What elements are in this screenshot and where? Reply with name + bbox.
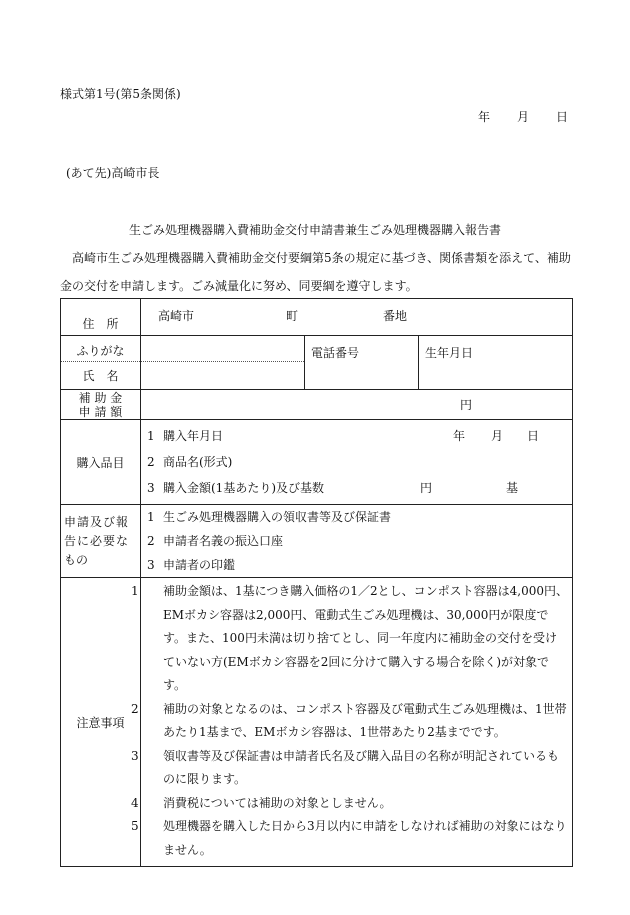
items-row	[61, 420, 573, 505]
purchase-year-label: 年	[453, 429, 466, 443]
required-doc-item	[141, 505, 572, 529]
phone-field[interactable]	[305, 336, 419, 390]
phone-label: 電話番号	[311, 346, 360, 360]
furigana-field[interactable]	[141, 336, 305, 362]
item-number: 3	[131, 748, 139, 763]
item-number: 1	[147, 429, 155, 443]
item-number: 2	[131, 701, 139, 716]
note-text: 領収書等及び保証書は申請者氏名及び購入品目の名称が明記されているものに限ります。	[163, 748, 560, 786]
item-number: 5	[131, 819, 139, 833]
required-doc-item	[141, 529, 572, 553]
item-number: 3	[147, 481, 155, 495]
subsidy-label-line1: 補 助 金	[78, 390, 123, 405]
purchase-amount-line	[141, 475, 572, 501]
subsidy-label	[61, 390, 141, 420]
notes-field	[131, 578, 573, 867]
required-docs-label-line3: もの	[64, 552, 89, 567]
date-year-label: 年	[478, 110, 491, 124]
address-field[interactable]	[141, 299, 573, 336]
subsidy-label-line2: 申 請 額	[78, 404, 123, 419]
form-number: 様式第1号(第5条関係)	[60, 87, 181, 101]
subsidy-amount-field[interactable]	[141, 390, 573, 420]
note-text: 消費税については補助の対象としません。	[163, 795, 392, 810]
purchase-amount-label: 購入金額(1基あたり)及び基数	[163, 481, 324, 495]
item-number: 1	[147, 510, 155, 524]
purchase-yen-unit: 円	[420, 481, 433, 495]
address-banchi: 番地	[383, 309, 408, 323]
document-title: 生ごみ処理機器購入費補助金交付申請書兼生ごみ処理機器購入報告書	[128, 223, 501, 237]
birthdate-label: 生年月日	[425, 346, 474, 360]
required-docs-label	[61, 505, 141, 578]
application-form-table	[60, 298, 573, 867]
item-number: 4	[131, 795, 139, 810]
note-item	[131, 792, 572, 816]
note-item	[131, 745, 572, 792]
birthdate-field[interactable]	[419, 336, 573, 390]
required-doc-text: 生ごみ処理機器購入の領収書等及び保証書	[163, 510, 392, 524]
required-doc-text: 申請者の印鑑	[163, 558, 236, 572]
item-number: 1	[131, 584, 139, 598]
items-field[interactable]	[141, 420, 573, 505]
furigana-row	[61, 336, 573, 362]
required-docs-row	[61, 505, 573, 578]
address-town: 町	[286, 309, 299, 323]
items-label: 購入品目	[61, 420, 141, 505]
date-day-label: 日	[556, 110, 569, 124]
required-doc-text: 申請者名義の振込口座	[163, 534, 284, 548]
purchase-units-label: 基	[506, 481, 519, 495]
item-number: 3	[147, 558, 155, 572]
required-doc-item	[141, 553, 572, 577]
note-text: 処理機器を購入した日から3月以内に申請をしなければ補助の対象にはなりません。	[163, 819, 567, 857]
furigana-label: ふりがな	[61, 336, 141, 362]
item-number: 2	[147, 455, 155, 469]
name-label: 氏 名	[61, 362, 141, 390]
note-item	[131, 580, 572, 698]
required-docs-label-line1: 申請及び報	[64, 514, 130, 529]
required-docs-label-line2: 告に必要な	[64, 533, 130, 548]
name-field[interactable]	[141, 362, 305, 390]
intro-paragraph: 高崎市生ごみ処理機器購入費補助金交付要綱第5条の規定に基づき、関係書類を添えて、補助金の交付を申請します。ごみ減量化に努め、同要綱を遵守します。	[60, 251, 571, 293]
address-label: 住 所	[61, 299, 141, 336]
note-text: 補助金額は、1基につき購入価格の1／2とし、コンポスト容器は4,000円、EMボカシ容器は2,000円、電動式生ごみ処理機は、30,000円が限度です。また、100円未満は切り捨てとし、同一年度内に補助金の交付を受けていない方(EMボカシ容器を2回に分けて購入する場合を除く)が対象です。	[163, 584, 569, 692]
product-name-label: 商品名(形式)	[163, 455, 233, 469]
product-name-line	[141, 449, 572, 475]
purchase-date-label: 購入年月日	[163, 429, 224, 443]
note-text: 補助の対象となるのは、コンポスト容器及び電動式生ごみ処理機は、1世帯あたり1基まで、EMボカシ容器は、1世帯あたり2基までです。	[163, 701, 567, 739]
date-month-label: 月	[517, 110, 530, 124]
required-docs-field	[141, 505, 573, 578]
address-city: 高崎市	[158, 309, 195, 323]
item-number: 2	[147, 534, 155, 548]
note-item	[131, 698, 572, 745]
note-item	[131, 815, 572, 862]
date-line	[478, 108, 568, 125]
notes-label: 注意事項	[61, 578, 141, 867]
notes-row	[61, 578, 573, 867]
address-row	[61, 299, 573, 336]
purchase-date-line	[141, 423, 572, 449]
purchase-month-label: 月	[491, 429, 504, 443]
addressee: (あて先)高崎市長	[66, 166, 160, 180]
subsidy-row	[61, 390, 573, 420]
purchase-day-label: 日	[527, 429, 540, 443]
subsidy-yen-unit: 円	[460, 398, 473, 412]
